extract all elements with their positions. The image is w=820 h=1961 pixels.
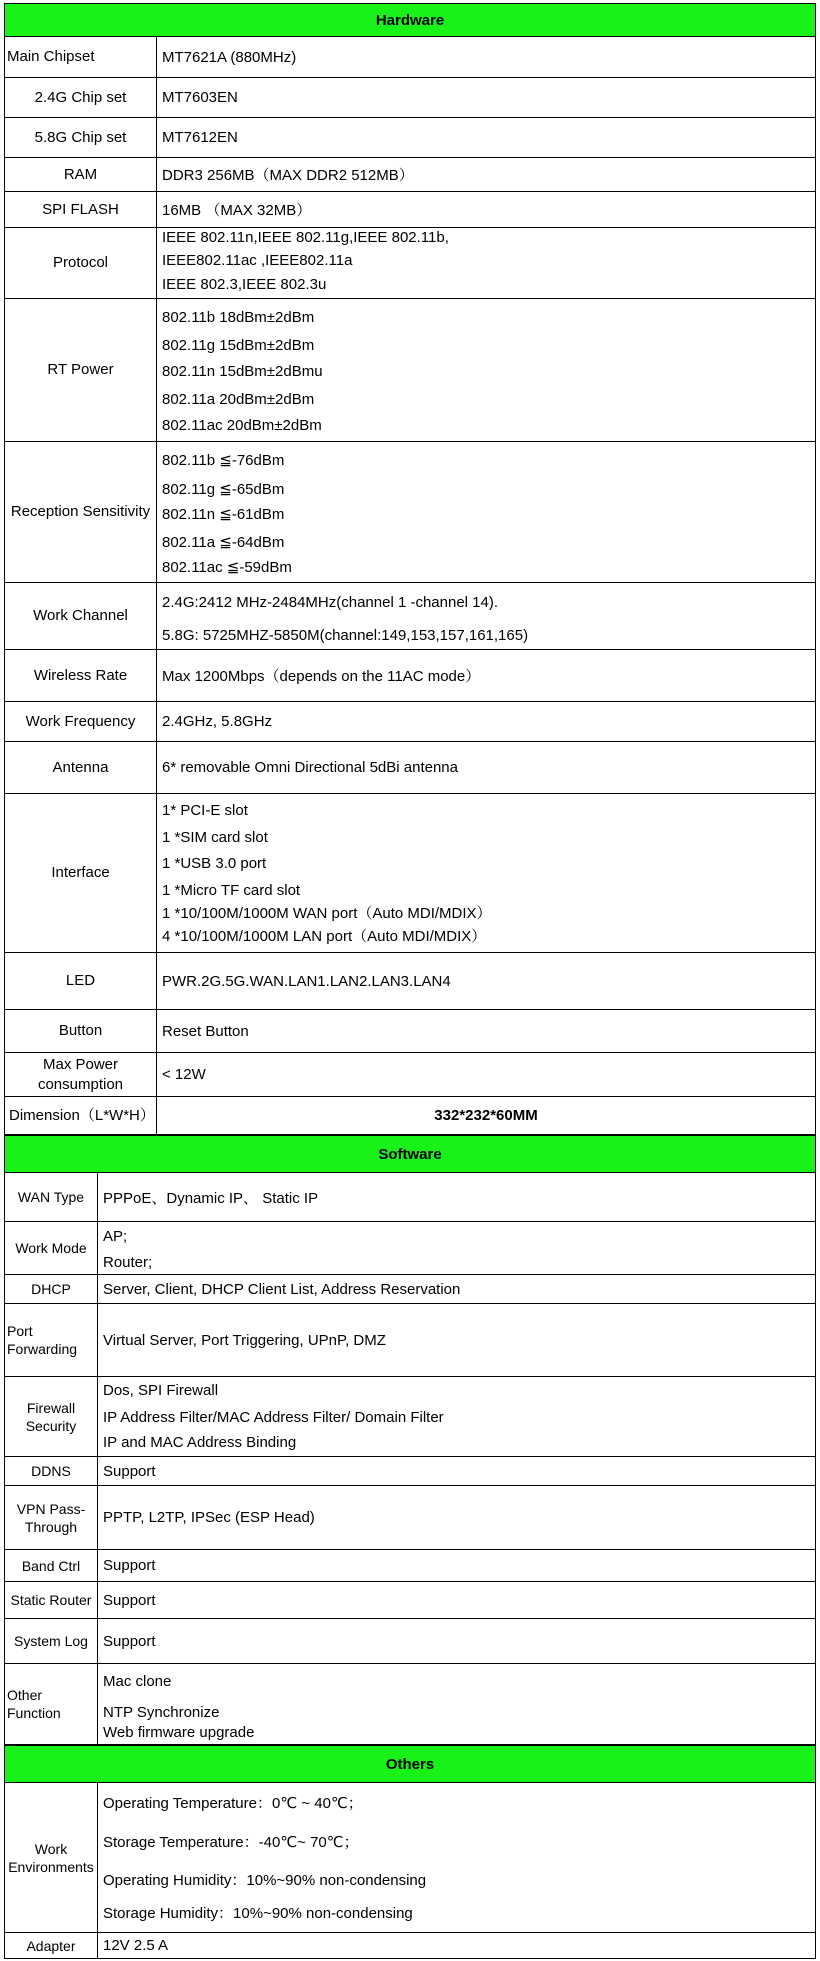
- spec-row-58g-chipset: [4, 118, 816, 158]
- spec-row-rt-power: [4, 299, 816, 442]
- spec-value-line: IEEE802.11ac ,IEEE802.11a: [162, 252, 353, 269]
- spec-label: Main Chipset: [5, 37, 157, 77]
- spec-row-adapter: [4, 1933, 816, 1959]
- spec-label: 5.8G Chip set: [5, 118, 157, 157]
- spec-label: RT Power: [5, 299, 157, 441]
- spec-row-other-function: [4, 1664, 816, 1745]
- spec-row-ddns: [4, 1457, 816, 1486]
- spec-label: Work Environments: [5, 1783, 98, 1932]
- spec-label: Work Frequency: [5, 702, 157, 741]
- spec-value: Server, Client, DHCP Client List, Address Reservation: [103, 1280, 461, 1298]
- spec-value-line: 5.8G: 5725MHZ-5850M(channel:149,153,157,161,165): [162, 627, 529, 644]
- software-section-header: Software: [4, 1135, 816, 1173]
- spec-value-line: Mac clone: [103, 1673, 172, 1690]
- spec-value: Support: [103, 1557, 156, 1574]
- spec-value-line: Storage Temperature：-40℃~ 70℃；: [103, 1834, 359, 1851]
- spec-value-line: 1 *SIM card slot: [162, 829, 268, 846]
- spec-value-line: Operating Temperature：0℃ ~ 40℃；: [103, 1795, 363, 1812]
- spec-row-work-channel: [4, 583, 816, 650]
- spec-row-protocol: [4, 228, 816, 299]
- spec-label: Static Router: [5, 1582, 98, 1618]
- spec-row-ram: [4, 158, 816, 192]
- spec-label: DHCP: [5, 1275, 98, 1303]
- spec-value-line: Web firmware upgrade: [103, 1724, 255, 1741]
- spec-value: 16MB （MAX 32MB）: [162, 202, 312, 219]
- spec-label: Max Power consumption: [5, 1053, 157, 1096]
- spec-label: Antenna: [5, 742, 157, 793]
- spec-value: Reset Button: [162, 1022, 249, 1040]
- spec-value-line: 802.11g 15dBm±2dBm: [162, 337, 315, 354]
- spec-label: Work Channel: [5, 583, 157, 649]
- spec-value: PPTP, L2TP, IPSec (ESP Head): [103, 1509, 315, 1526]
- spec-row-interface: [4, 794, 816, 953]
- spec-value-line: 802.11b 18dBm±2dBm: [162, 309, 315, 326]
- spec-value-line: AP;: [103, 1228, 128, 1245]
- spec-row-vpn-pass-through: [4, 1486, 816, 1550]
- spec-row-work-environments: [4, 1783, 816, 1933]
- spec-value-line: 802.11n 15dBm±2dBmu: [162, 363, 323, 380]
- spec-label: System Log: [5, 1619, 98, 1663]
- spec-label: Other Function: [5, 1664, 98, 1744]
- spec-label: Band Ctrl: [5, 1550, 98, 1581]
- spec-value: 332*232*60MM: [434, 1107, 538, 1124]
- spec-row-work-mode: [4, 1222, 816, 1275]
- spec-row-band-ctrl: [4, 1550, 816, 1582]
- spec-value-line: 1 *USB 3.0 port: [162, 855, 267, 872]
- spec-value-line: 1 *10/100M/1000M WAN port（Auto MDI/MDIX）: [162, 905, 492, 922]
- spec-row-wan-type: [4, 1173, 816, 1222]
- spec-label: LED: [5, 953, 157, 1009]
- spec-label: Firewall Security: [5, 1377, 98, 1456]
- spec-value-line: Operating Humidity：10%~90% non-condensing: [103, 1872, 427, 1889]
- spec-label: Dimension（L*W*H）: [5, 1097, 157, 1134]
- spec-value-line: IP and MAC Address Binding: [103, 1434, 297, 1451]
- hardware-section-header: Hardware: [4, 3, 816, 37]
- spec-label: Adapter: [5, 1933, 98, 1958]
- spec-label: Wireless Rate: [5, 650, 157, 701]
- spec-row-system-log: [4, 1619, 816, 1664]
- spec-value-line: Storage Humidity：10%~90% non-condensing: [103, 1905, 413, 1922]
- spec-label: DDNS: [5, 1457, 98, 1485]
- spec-value: Support: [103, 1591, 156, 1609]
- spec-row-firewall-security: [4, 1377, 816, 1457]
- spec-row-port-forwarding: [4, 1304, 816, 1377]
- spec-row-wireless-rate: [4, 650, 816, 702]
- spec-row-work-frequency: [4, 702, 816, 742]
- spec-label: Work Mode: [5, 1222, 98, 1274]
- spec-row-button: [4, 1010, 816, 1053]
- spec-value-line: 802.11ac 20dBm±2dBm: [162, 417, 322, 434]
- spec-value-line: Router;: [103, 1254, 153, 1271]
- spec-value-line: 802.11b ≦-76dBm: [162, 452, 285, 469]
- spec-value-line: 802.11ac ≦-59dBm: [162, 559, 292, 576]
- spec-label: Protocol: [5, 228, 157, 298]
- spec-value-line: 802.11n ≦-61dBm: [162, 506, 285, 523]
- spec-value: MT7621A (880MHz): [162, 48, 297, 66]
- spec-row-dhcp: [4, 1275, 816, 1304]
- spec-label: WAN Type: [5, 1173, 98, 1221]
- spec-value-line: NTP Synchronize: [103, 1704, 220, 1721]
- spec-value-line: 802.11g ≦-65dBm: [162, 481, 285, 498]
- spec-value-line: 802.11a ≦-64dBm: [162, 534, 285, 551]
- spec-label: 2.4G Chip set: [5, 78, 157, 117]
- spec-value: 12V 2.5 A: [103, 1937, 169, 1954]
- spec-row-led: [4, 953, 816, 1010]
- spec-value-line: 1* PCI-E slot: [162, 802, 248, 819]
- spec-row-main-chipset: [4, 37, 816, 78]
- spec-value: MT7603EN: [162, 89, 238, 106]
- spec-label: Button: [5, 1010, 157, 1052]
- spec-label: Reception Sensitivity: [5, 442, 157, 582]
- spec-row-dimension: [4, 1097, 816, 1135]
- spec-value: Support: [103, 1632, 156, 1650]
- spec-value: DDR3 256MB（MAX DDR2 512MB）: [162, 167, 414, 184]
- spec-value: < 12W: [162, 1066, 206, 1083]
- spec-row-reception-sensitivity: [4, 442, 816, 583]
- spec-value-line: IEEE 802.3,IEEE 802.3u: [162, 276, 327, 293]
- spec-value-line: Dos, SPI Firewall: [103, 1382, 219, 1399]
- spec-value-line: 1 *Micro TF card slot: [162, 882, 301, 899]
- spec-value: PWR.2G.5G.WAN.LAN1.LAN2.LAN3.LAN4: [162, 972, 451, 990]
- spec-label: SPI FLASH: [5, 192, 157, 227]
- spec-value: Max 1200Mbps（depends on the 11AC mode）: [162, 668, 481, 685]
- spec-value: 6* removable Omni Directional 5dBi antenna: [162, 759, 458, 776]
- spec-label: RAM: [5, 158, 157, 191]
- spec-value-line: IEEE 802.11n,IEEE 802.11g,IEEE 802.11b,: [162, 229, 449, 246]
- spec-value-line: 802.11a 20dBm±2dBm: [162, 391, 315, 408]
- others-section-header: Others: [4, 1745, 816, 1783]
- spec-value: MT7612EN: [162, 129, 238, 146]
- spec-value-line: IP Address Filter/MAC Address Filter/ Domain Filter: [103, 1409, 444, 1426]
- spec-label: VPN Pass-Through: [5, 1486, 98, 1549]
- spec-row-max-power: [4, 1053, 816, 1097]
- spec-value: Support: [103, 1462, 156, 1480]
- spec-value: Virtual Server, Port Triggering, UPnP, DMZ: [103, 1331, 386, 1349]
- spec-row-antenna: [4, 742, 816, 794]
- spec-value: PPPoE、Dynamic IP、 Static IP: [103, 1189, 319, 1207]
- spec-value-line: 2.4G:2412 MHz-2484MHz(channel 1 -channel 14).: [162, 594, 499, 611]
- spec-label: Port Forwarding: [5, 1304, 98, 1376]
- spec-row-static-router: [4, 1582, 816, 1619]
- spec-value-line: 4 *10/100M/1000M LAN port（Auto MDI/MDIX）: [162, 928, 487, 945]
- spec-row-24g-chipset: [4, 78, 816, 118]
- spec-row-spi-flash: [4, 192, 816, 228]
- spec-label: Interface: [5, 794, 157, 952]
- spec-value: 2.4GHz, 5.8GHz: [162, 713, 273, 730]
